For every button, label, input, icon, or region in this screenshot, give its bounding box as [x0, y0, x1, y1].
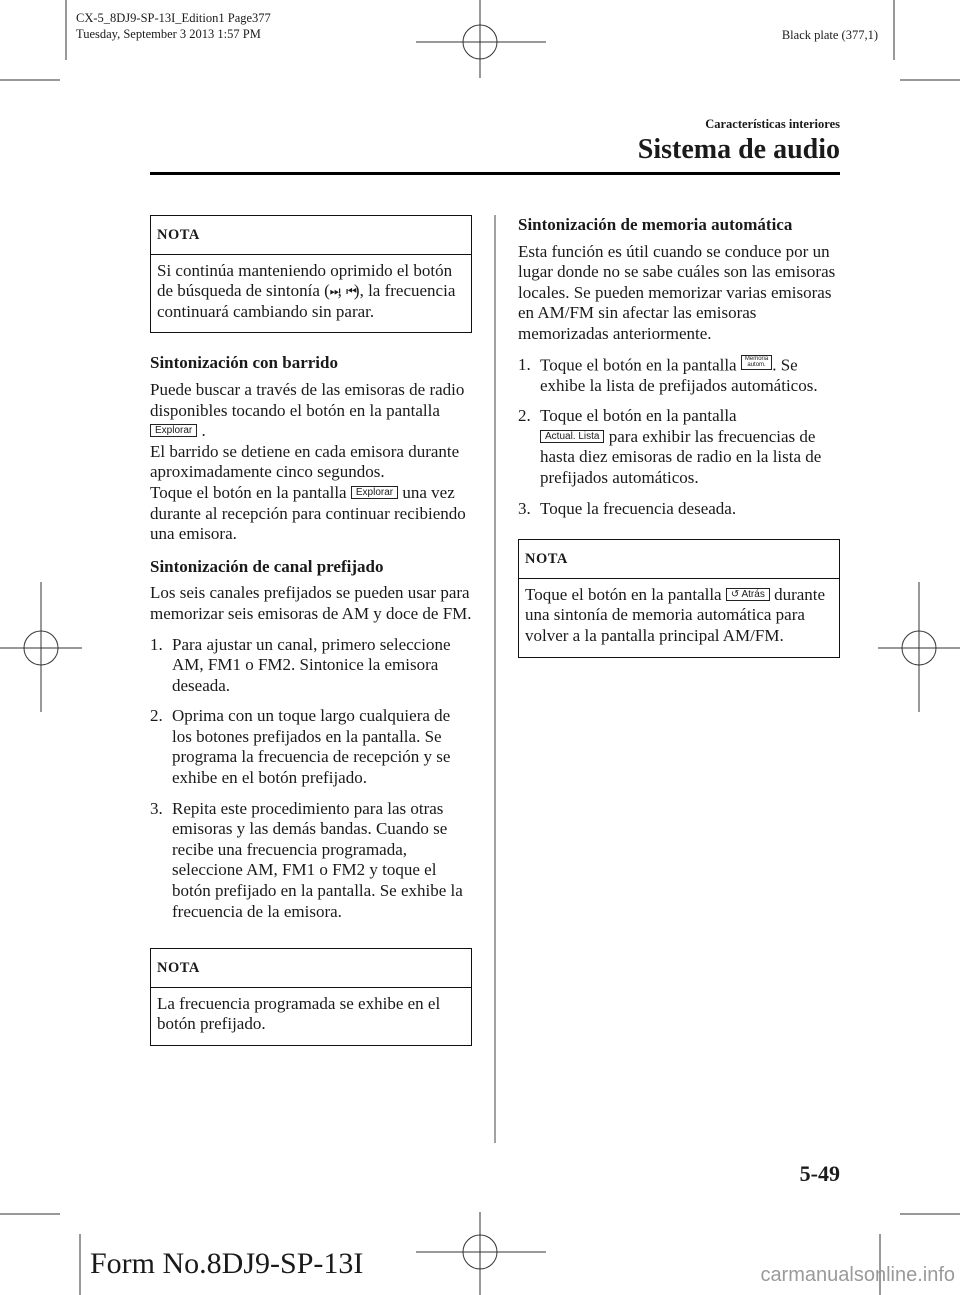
scan-paragraph [150, 380, 472, 545]
seek-up-icon: ⏭ [329, 284, 338, 299]
list-text: Oprima con un toque largo cualquiera de los botones prefijados en la pantalla. Se programa la frecuencia de recepción y se exhibe en el botón prefijado. [172, 706, 451, 788]
print-header-file [76, 10, 271, 42]
list-item [518, 499, 840, 520]
note-text: La frecuencia programada se exhibe en el botón prefijado. [157, 993, 441, 1034]
list-text [540, 406, 840, 488]
list-item [518, 355, 840, 397]
heading-preset: Sintonización de canal prefijado [150, 556, 384, 576]
button-label: Memoria [744, 355, 769, 362]
seek-down-icon: ⏮ [346, 284, 354, 299]
left-column [150, 215, 472, 1046]
list-text [540, 355, 840, 397]
section-subtitle: Características interiores [705, 117, 840, 131]
step-text: . Se exhibe la lista de prefijados automáticos. [540, 355, 818, 395]
list-number: 1. [150, 634, 163, 654]
note-text-part: durante una sintonía de memoria automática para volver a la pantalla principal AM/FM. [525, 584, 826, 645]
scan-text: Toque el botón en la pantalla [150, 482, 347, 502]
step-text: Toque el botón en la pantalla [540, 406, 737, 426]
auto-memory-intro: Esta función es útil cuando se conduce por un lugar donde no se sabe cuáles son las emisoras locales. Se pueden memorizar varias emisoras en AM/FM sin afectar las emisoras memorizadas anteriormente. [518, 241, 836, 343]
heading-auto-memory: Sintonización de memoria automática [518, 215, 793, 234]
print-date-line: Tuesday, September 3 2013 1:57 PM [76, 27, 261, 41]
list-number: 3. [150, 798, 163, 818]
list-item [150, 635, 472, 697]
scan-text: una vez durante al recepción para continuar recibiendo una emisora. [150, 482, 466, 544]
note-box-preset [150, 948, 472, 1046]
note-heading: NOTA [519, 540, 839, 579]
step-text: para exhibir las frecuencias de hasta diez emisoras de radio en la lista de prefijados automáticos. [540, 426, 822, 488]
list-text: Para ajustar un canal, primero seleccione AM, FM1 o FM2. Sintonice la emisora deseada. [172, 634, 451, 695]
print-file-line: CX-5_8DJ9-SP-13I_Edition1 Page377 [76, 11, 271, 25]
explorar-button: Explorar [150, 424, 197, 437]
atras-button [726, 588, 770, 601]
form-number: Form No.8DJ9-SP-13I [90, 1247, 364, 1280]
note-box-back [518, 539, 840, 657]
list-text: Toque la frecuencia deseada. [540, 498, 737, 518]
scan-text: Puede buscar a través de las emisoras de radio disponibles tocando el botón en la pantalla [150, 379, 465, 420]
list-number: 3. [518, 498, 531, 518]
back-icon: ↺ [730, 588, 740, 600]
section-title: Sistema de audio [637, 134, 840, 165]
page-number: 5-49 [799, 1161, 840, 1186]
list-number: 1. [518, 354, 531, 374]
preset-intro: Los seis canales prefijados se pueden usar para memorizar seis emisoras de AM y doce de FM. [150, 583, 472, 623]
button-label: Atrás [741, 588, 765, 600]
scan-text: . [201, 421, 206, 441]
note-box-seek [150, 215, 472, 333]
list-item [150, 706, 472, 788]
memoria-autom-button [741, 355, 772, 370]
print-plate: Black plate (377,1) [781, 28, 878, 42]
note-text-part: , [337, 281, 342, 301]
header-rule [150, 172, 840, 175]
right-column [518, 215, 840, 658]
note-text [519, 579, 839, 657]
note-text [151, 255, 471, 333]
watermark: carmanualsonline.info [760, 1264, 955, 1286]
button-label: autom. [747, 362, 766, 369]
list-number: 2. [150, 706, 163, 726]
step-text: Toque el botón en la pantalla [540, 355, 737, 375]
note-text-part: Si continúa manteniendo oprimido el botón de búsqueda de sintonía ( [157, 260, 453, 301]
list-text: Repita este procedimiento para las otras emisoras y las demás bandas. Cuando se recibe una frecuencia programada, seleccione AM, FM1 o FM2 y toque el botón prefijado en la pantalla. Se exhibe la frecuencia de la emisora. [172, 798, 463, 921]
list-number: 2. [518, 406, 531, 426]
note-heading: NOTA [151, 216, 471, 255]
heading-scan: Sintonización con barrido [150, 353, 338, 373]
explorar-button: Explorar [351, 486, 398, 499]
list-item [518, 406, 840, 488]
note-heading: NOTA [151, 949, 471, 988]
note-text-part: Toque el botón en la pantalla [525, 584, 722, 604]
actual-lista-button: Actual. Lista [540, 430, 604, 443]
scan-text: El barrido se detiene en cada emisora durante aproximadamente cinco segundos. [150, 441, 460, 482]
note-text-part: ), la frecuencia continuará cambiando sin parar. [157, 281, 456, 321]
list-item [150, 799, 472, 923]
